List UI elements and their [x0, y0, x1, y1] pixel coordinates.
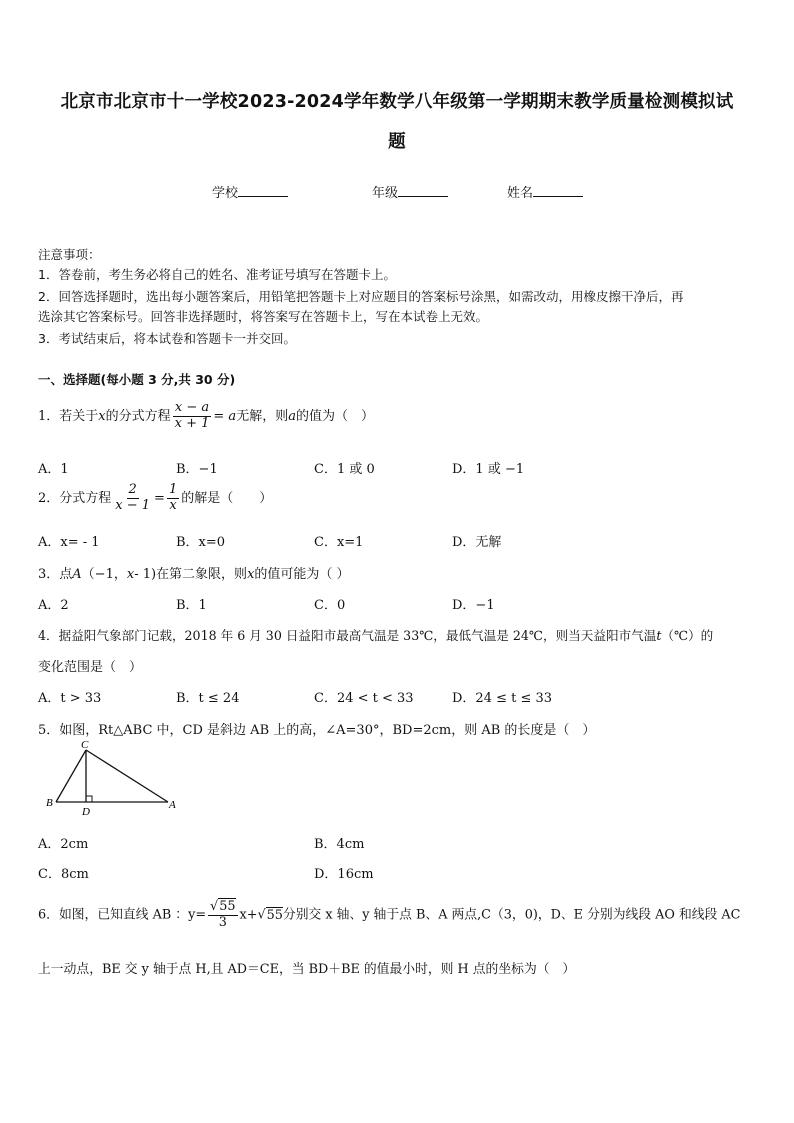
q1-suffix1: 无解，则	[236, 408, 289, 424]
section-heading: 一、选择题(每小题 3 分,共 30 分)	[38, 372, 236, 387]
q6-a: 6．如图，已知直线 AB ：y=	[38, 907, 207, 923]
q4-option-b[interactable]: B．t ≤ 24	[176, 691, 240, 706]
school-label: 学校	[212, 186, 239, 201]
question-6	[38, 900, 740, 930]
triangle-figure	[40, 738, 190, 818]
question-5: 5．如图，Rt△ABC 中，CD 是斜边 AB 上的高，∠A=30°，BD=2cm，则 AB 的长度是（ ）	[38, 723, 596, 738]
q2-fraction-1	[113, 483, 152, 514]
name-label: 姓名	[507, 186, 534, 201]
q4-option-d[interactable]: D．24 ≤ t ≤ 33	[452, 691, 553, 706]
q1-option-b[interactable]: B．−1	[176, 462, 218, 477]
notes-heading: 注意事项：	[38, 247, 101, 262]
q3-d: - 1)在第二象限，则	[134, 567, 248, 582]
q1-mid: 的分式方程	[105, 408, 171, 424]
q3-point: A	[72, 567, 82, 582]
q3-option-d[interactable]: D．−1	[452, 598, 495, 613]
q2-fraction-2	[167, 483, 179, 514]
q1-var-a: a	[288, 408, 296, 424]
q3-option-a[interactable]: A．2	[38, 598, 69, 613]
q5-option-d[interactable]: D．16cm	[314, 867, 374, 882]
question-2	[38, 483, 272, 514]
q2-option-a[interactable]: A．x= - 1	[38, 535, 100, 550]
q1-var-x: x	[98, 408, 106, 424]
q3-c: x	[126, 567, 135, 582]
q2-f2-den: x	[169, 497, 177, 513]
right-angle-mark	[86, 796, 92, 802]
q5-option-a[interactable]: A．2cm	[38, 837, 89, 852]
q3-f: 的值可能为（ ）	[254, 567, 350, 582]
q4-line1b: （℃）的	[661, 628, 714, 643]
name-field	[507, 182, 583, 201]
q3-a: 3．点	[38, 567, 73, 582]
q1-option-c[interactable]: C．1 或 0	[314, 462, 375, 477]
side-ca	[86, 750, 168, 802]
q6-sqrt-2: 55	[266, 907, 283, 923]
label-c: C	[81, 739, 89, 751]
q4-option-a[interactable]: A．t > 33	[38, 691, 102, 706]
q2-option-d[interactable]: D．无解	[452, 535, 502, 550]
q1-eq: = a	[213, 408, 237, 424]
grade-field	[372, 182, 448, 201]
question-1	[38, 401, 374, 432]
question-6-cont: 上一动点，BE 交 y 轴于点 H,且 AD＝CE，当 BD＋BE 的值最小时，则 H 点的坐标为（ ）	[38, 962, 576, 977]
question-3	[38, 563, 350, 582]
q2-option-c[interactable]: C．x=1	[314, 535, 364, 550]
q1-suffix2: 的值为（ ）	[295, 408, 374, 424]
q4-var-t: t	[656, 628, 662, 643]
q2-f2-num: 1	[168, 482, 178, 497]
note-2: 2．回答选择题时，选出每小题答案后，用铅笔把答题卡上对应题目的答案标号涂黑，如需改动，用橡皮擦干净后，再	[38, 289, 684, 304]
q1-frac-den: x + 1	[174, 415, 210, 431]
q1-frac-num: x − a	[174, 400, 210, 415]
q2-prefix: 2．分式方程	[38, 490, 112, 506]
q6-sqrt-symbol: √	[257, 907, 266, 923]
question-4-cont: 变化范围是（ ）	[38, 660, 143, 675]
side-bc	[56, 750, 86, 802]
note-1: 1．答卷前，考生务必将自己的姓名、准考证号填写在答题卡上。	[38, 267, 396, 282]
label-a: A	[169, 799, 176, 811]
label-d: D	[82, 806, 90, 818]
q6-frac-den: 3	[218, 914, 227, 930]
note-3: 3．考试结束后，将本试卷和答题卡一并交回。	[38, 331, 296, 346]
grade-blank	[398, 184, 448, 197]
q6-b: x+	[239, 907, 258, 923]
page-title-continued: 题	[388, 132, 406, 152]
q5-option-b[interactable]: B．4cm	[314, 837, 365, 852]
q1-option-a[interactable]: A．1	[38, 462, 69, 477]
q2-f1-num: 2	[128, 482, 137, 497]
q5-option-c[interactable]: C．8cm	[38, 867, 89, 882]
page-title: 北京市北京市十一学校2023-2024学年数学八年级第一学期期末教学质量检测模拟试	[60, 92, 734, 112]
school-field	[212, 182, 288, 201]
q3-b: （−1，	[81, 567, 127, 582]
school-blank	[238, 184, 288, 197]
q4-option-c[interactable]: C．24 < t < 33	[314, 691, 414, 706]
q3-option-c[interactable]: C．0	[314, 598, 346, 613]
label-b: B	[46, 797, 53, 809]
q3-option-b[interactable]: B．1	[176, 598, 207, 613]
q2-eq: =	[154, 490, 165, 506]
q2-f1-den: x − 1	[115, 497, 151, 513]
q1-fraction	[173, 401, 212, 432]
q6-fraction	[208, 900, 237, 930]
q2-option-b[interactable]: B．x=0	[176, 535, 226, 550]
q6-sqrt-1: 55	[219, 899, 236, 914]
q4-line1a: 4．据益阳气象部门记载，2018 年 6 月 30 日益阳市最高气温是 33℃，最低气温是 24℃，则当天益阳市气温	[38, 628, 657, 643]
q1-option-d[interactable]: D．1 或 −1	[452, 462, 525, 477]
q6-c: 分别交 x 轴、y 轴于点 B、A 两点,C（3，0)，D、E 分别为线段 AO 和线段 AC	[282, 907, 741, 923]
q3-e: x	[247, 567, 255, 582]
q1-prefix: 1．若关于	[38, 408, 99, 424]
q6-frac-num: √55	[210, 899, 236, 914]
note-2-cont: 选涂其它答案标号。回答非选择题时，将答案写在答题卡上，写在本试卷上无效。	[38, 309, 489, 324]
question-4	[38, 625, 713, 644]
name-blank	[533, 184, 583, 197]
q2-suffix: 的解是（ ）	[181, 490, 273, 506]
grade-label: 年级	[372, 186, 399, 201]
